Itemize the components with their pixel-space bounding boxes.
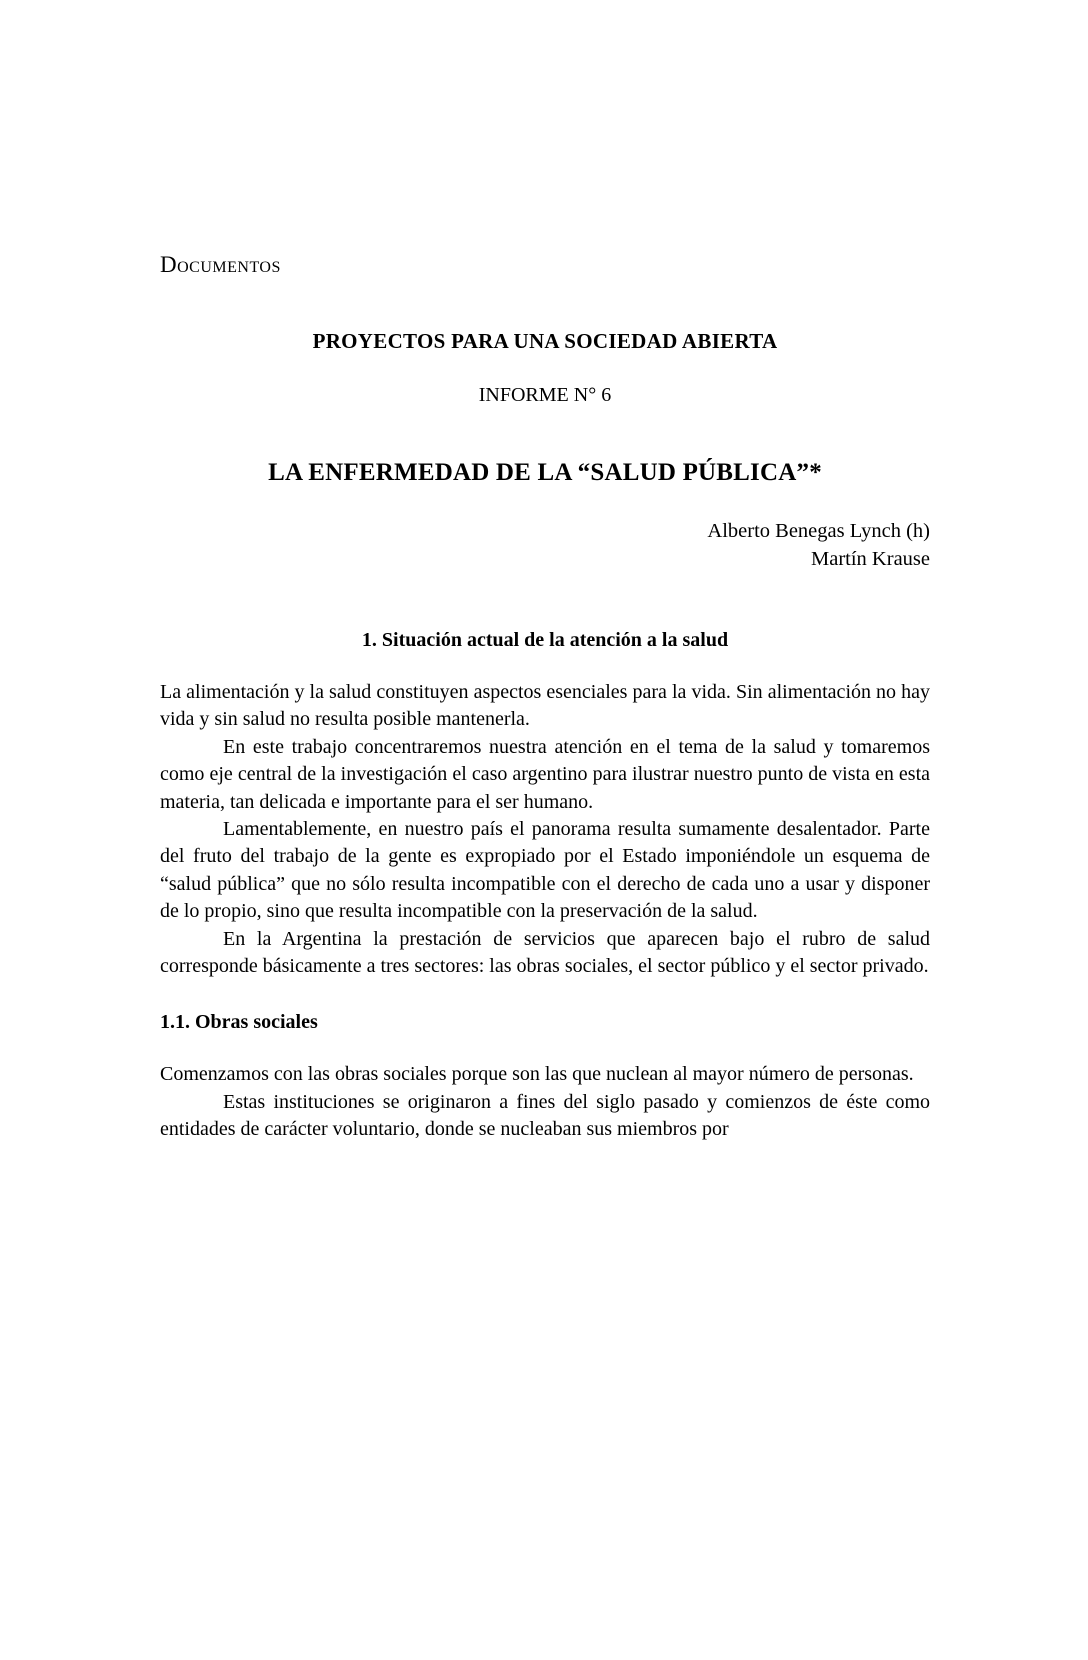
author-line: Alberto Benegas Lynch (h) xyxy=(707,520,930,542)
paragraph: Lamentablemente, en nuestro país el panorama resulta sumamente desalentador. Parte del fruto del trabajo de la gente es expropiado por el Estado imponiéndole un esquema de “salud pública” que no sólo resulta incompatible con el derecho de cada uno a usar y disponer de lo propio, sino que resulta incompatible con la preservación de la salud. xyxy=(160,818,930,923)
paragraph: En la Argentina la prestación de servicios que aparecen bajo el rubro de salud corresponde básicamente a tres sectores: las obras sociales, el sector público y el sector privado. xyxy=(160,927,930,978)
document-title: LA ENFERMEDAD DE LA “SALUD PÚBLICA”* xyxy=(268,459,822,486)
kicker-label: Documentos xyxy=(160,252,281,277)
section-heading-1-1: 1.1. Obras sociales xyxy=(160,1011,318,1034)
author-block xyxy=(160,517,930,573)
report-number: INFORME N° 6 xyxy=(478,384,612,406)
paragraph: En este trabajo concentraremos nuestra atención en el tema de la salud y tomaremos como eje central de la investigación el caso argentino para ilustrar nuestro punto de vista en esta materia, tan delicada e importante para el ser humano. xyxy=(160,735,930,813)
paragraph: La alimentación y la salud constituyen aspectos esenciales para la vida. Sin alimentación no hay vida y sin salud no resulta posible mantenerla. xyxy=(160,681,930,731)
text-block xyxy=(160,252,930,1144)
author-line: Martín Krause xyxy=(811,548,930,570)
paragraph: Comenzamos con las obras sociales porque son las que nuclean al mayor número de personas. xyxy=(160,1063,914,1086)
series-title: PROYECTOS PARA UNA SOCIEDAD ABIERTA xyxy=(312,329,778,353)
document-page xyxy=(0,252,1088,1660)
section-heading-1: 1. Situación actual de la atención a la salud xyxy=(361,629,729,651)
paragraph: Estas instituciones se originaron a fines del siglo pasado y comienzos de éste como entidades de carácter voluntario, donde se nucleaban sus miembros por xyxy=(160,1090,930,1141)
section-1-body xyxy=(160,679,930,980)
section-1-1-body xyxy=(160,1061,930,1143)
